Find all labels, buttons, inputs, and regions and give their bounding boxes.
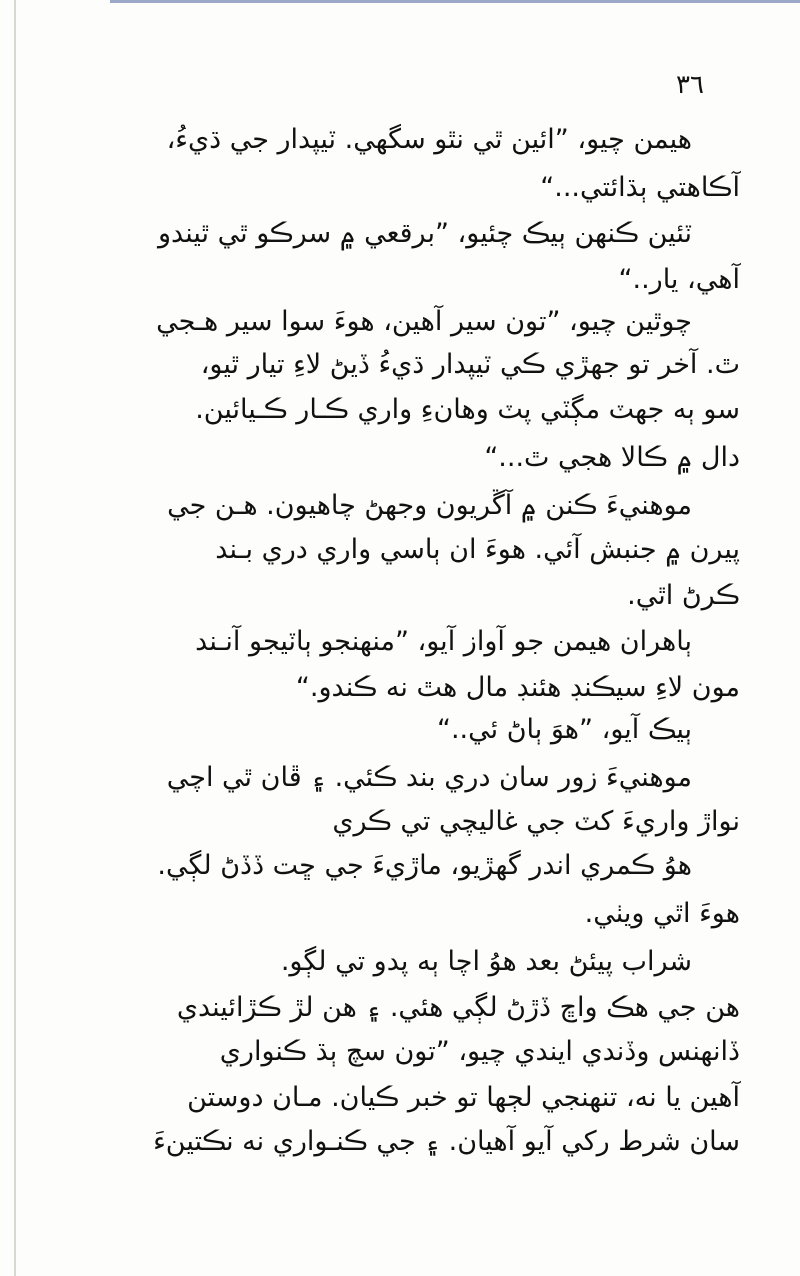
page-number: ٣٦ [676, 70, 704, 100]
scan-top-edge [110, 0, 800, 3]
text-line: ڏانهنس وڏندي ايندي چيو، ”تون سچ ٻڌ ڪنواري [219, 1036, 740, 1067]
text-line: سو ٻه جهٽ مڳٽي پٽ وهانءِ واري ڪـار ڪـيائين. [195, 394, 740, 425]
text-line: ٿ. آخر تو جهڙي ڪي ٽيپدار ڌيءُ ڏيڻ لاءِ تيار ٿيو، [200, 349, 740, 380]
text-line: شراب پيئڻ بعد هوُ اچا ٻه پدو تي لڳو. [280, 946, 692, 977]
text-line: ٽئين ڪنهن ٻيڪ چئيو، ”برقعي ۾ سرڪو ٿي ٿيندو [158, 218, 692, 249]
text-line: هوُ ڪمري اندر گهڙيو، ماڙيءَ جي ڇت ڏڏڻ لڳي. [157, 850, 692, 881]
text-line: ٻاهران هيمن جو آواز آيو، ”منهنجو ٻاٽيجو آنـند [195, 626, 692, 657]
text-line: ٻيڪ آيو، ”هوَ ٻاڻ ئي..“ [436, 714, 692, 745]
page-gutter-edge [14, 0, 16, 1276]
text-line: آهين يا نه، تنهنجي لڄها تو خبر ڪيان. مـان دوستن [187, 1082, 740, 1113]
text-line: هن جي هڪ واڇ ڏڙڻ لڳي هئي. ۽ هن لڙ ڪڙائيندي [176, 992, 740, 1023]
text-line: هوءَ اٿي ويٺي. [584, 898, 740, 929]
text-line: ڪرڻ اٿي. [627, 580, 740, 611]
text-line: مون لاءِ سيڪنڊ هئنڊ مال هٿ نه ڪندو.“ [295, 672, 740, 703]
text-line: دال ۾ ڪالا هجي ٿ...“ [484, 442, 740, 473]
text-line: آهي، يار..“ [618, 264, 740, 295]
text-line: موهنيءَ ڪنن ۾ آڱريون وجهڻ چاهيون. هـن جي [167, 490, 692, 521]
text-line: هيمن چيو، ”ائين ٿي نٿو سگهي. ٽيپدار جي ڌيءُ، [166, 124, 692, 155]
text-line: آڪاهتي ٻڌائتي...“ [540, 172, 740, 203]
text-line: سان شرط رکي آيو آهيان. ۽ جي ڪنـواري نه نڪتينءَ [153, 1126, 740, 1157]
text-line: نواڙ واريءَ کٽ جي غاليچي تي ڪري [332, 806, 740, 837]
text-line: پيرن ۾ جنبش آئي. هوءَ ان ٻاسي واري دري بـند [215, 534, 740, 565]
text-line: چوٿين چيو، ”تون سير آهين، هوءَ سوا سير هـجي [156, 306, 692, 337]
text-line: موهنيءَ زور سان دري بند ڪئي. ۽ ڦان ٿي اچي [166, 762, 692, 793]
